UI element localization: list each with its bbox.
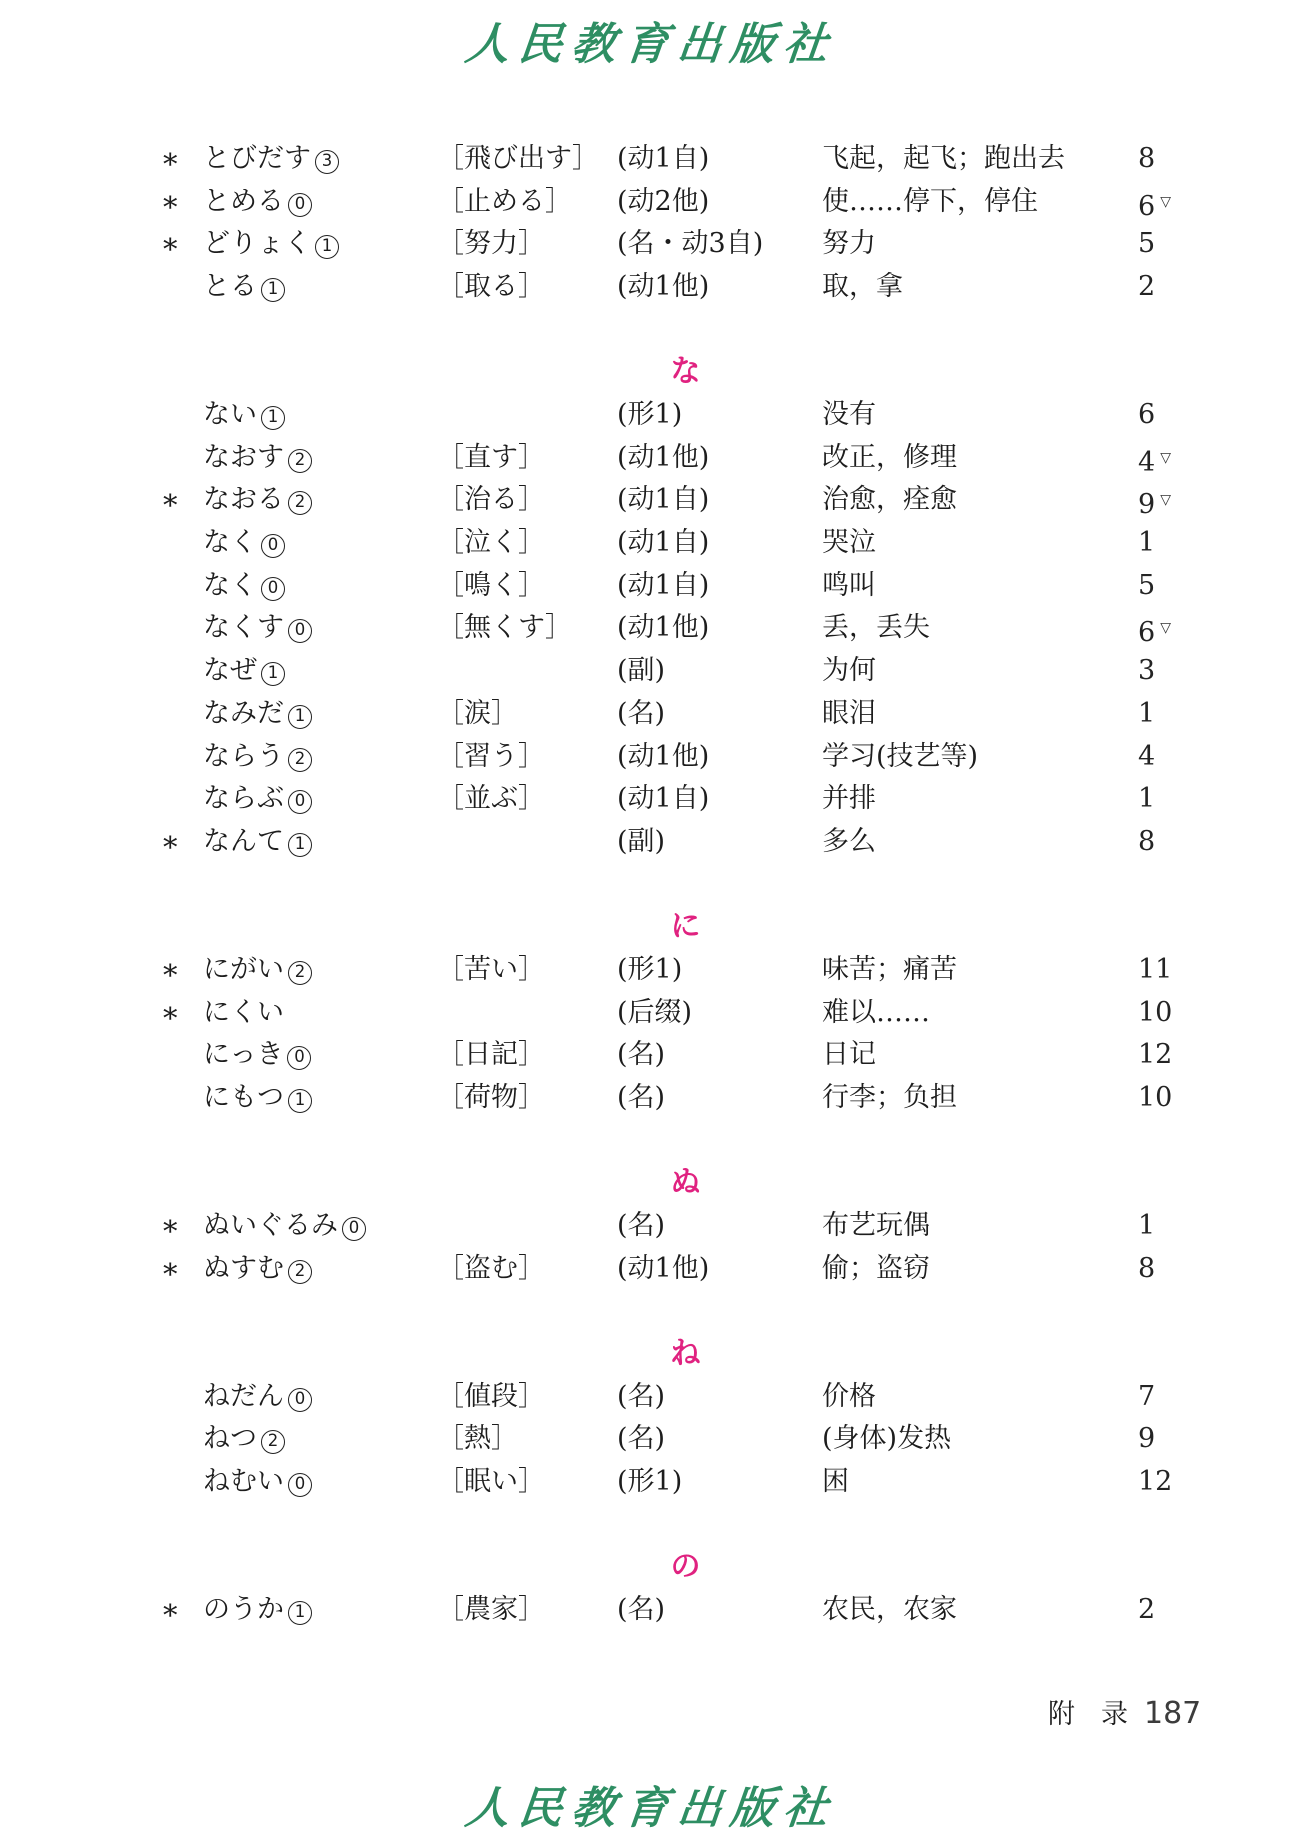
- page-footer: [1048, 1697, 1201, 1732]
- entry-meaning: 没有: [822, 399, 876, 431]
- entry-kanji: ［取る］: [437, 271, 545, 303]
- entry-meaning: 并排: [822, 783, 876, 815]
- entry-pos: (名): [617, 1209, 666, 1241]
- entry-accent-number: 0: [288, 790, 312, 814]
- entry-star-mark: *: [163, 189, 178, 224]
- entry-accent-number: 1: [261, 406, 285, 430]
- footer-page-number: 187: [1144, 1696, 1202, 1731]
- entry-accent-number: 0: [288, 193, 312, 217]
- entry-meaning: 治愈，痊愈: [822, 484, 957, 516]
- entry-pos: (名): [617, 1039, 666, 1071]
- entry-accent-number: 0: [287, 1046, 311, 1070]
- entry-kanji: ［治る］: [437, 484, 545, 516]
- entry-meaning: 哭泣: [822, 527, 876, 559]
- entry-word: とめる 0: [203, 181, 312, 224]
- entry-star-mark: *: [163, 1213, 178, 1248]
- entry-accent-number: 1: [261, 662, 285, 686]
- entry-meaning: 难以……: [822, 996, 930, 1028]
- entry-lesson-number: 10: [1138, 996, 1173, 1028]
- entry-pos: (动1自): [617, 143, 710, 174]
- entry-kanji: ［日記］: [437, 1039, 545, 1071]
- entry-kanji: ［苦い］: [437, 953, 545, 985]
- glossary-row: [0, 181, 1303, 224]
- glossary-row: [0, 1376, 1303, 1419]
- entry-kanji: ［止める］: [437, 185, 572, 217]
- entry-pos: (形1): [617, 1465, 683, 1497]
- entry-kanji: ［熱］: [437, 1423, 518, 1455]
- entry-meaning: 努力: [822, 228, 876, 260]
- glossary-row: [0, 607, 1303, 650]
- entry-pos: (动1自): [617, 569, 710, 601]
- entry-pos: (名): [617, 1081, 666, 1113]
- entry-accent-number: 0: [288, 619, 312, 643]
- entry-accent-number: 0: [288, 1388, 312, 1412]
- glossary-row: [0, 138, 1303, 181]
- glossary-row: [0, 1205, 1303, 1248]
- glossary-row: [0, 650, 1303, 693]
- publisher-logo-bottom: 人民教育出版社: [462, 1783, 840, 1834]
- glossary-row: [0, 394, 1303, 437]
- entry-meaning: (身体)发热: [822, 1423, 952, 1455]
- entry-kanji: ［盗む］: [437, 1252, 545, 1284]
- entry-lesson-number: 8: [1138, 1252, 1156, 1284]
- entry-word: ならう 2: [203, 736, 312, 779]
- entry-accent-number: 2: [288, 1260, 312, 1284]
- entry-word: ねつ 2: [203, 1418, 285, 1461]
- entry-accent-number: 0: [342, 1217, 366, 1241]
- glossary-row: [0, 821, 1303, 864]
- entry-lesson-number: 7: [1138, 1380, 1156, 1412]
- glossary-row: [0, 223, 1303, 266]
- entry-pos: (动1他): [617, 740, 710, 772]
- section-header-ぬ: ぬ: [670, 1165, 701, 1201]
- glossary-row: [0, 437, 1303, 480]
- entry-lesson-number: 9 ▽: [1138, 489, 1171, 521]
- lesson-triangle-icon: ▽: [1160, 193, 1171, 210]
- publisher-logo-top: 人民教育出版社: [462, 19, 840, 70]
- glossary-row: [0, 1418, 1303, 1461]
- entry-lesson-number: 1: [1138, 783, 1156, 815]
- lesson-triangle-icon: ▽: [1160, 492, 1171, 509]
- entry-word: なんて 1: [203, 821, 312, 864]
- entry-word: ならぶ 0: [203, 778, 312, 821]
- entry-lesson-number: 12: [1138, 1039, 1173, 1071]
- entry-meaning: 眼泪: [822, 697, 876, 729]
- entry-meaning: 味苦；痛苦: [822, 953, 957, 985]
- entry-accent-number: 2: [288, 748, 312, 772]
- entry-meaning: 丢，丢失: [822, 612, 930, 644]
- entry-word: にくい: [203, 996, 284, 1028]
- entry-word: なみだ 1: [203, 693, 312, 736]
- entry-pos: (名): [617, 1423, 666, 1455]
- entry-word: ねだん 0: [203, 1376, 312, 1419]
- footer-label-lu: 录: [1101, 1699, 1128, 1730]
- entry-pos: (形1): [617, 953, 683, 985]
- section-header-ね: ね: [670, 1335, 701, 1371]
- glossary-row: [0, 736, 1303, 779]
- entry-meaning: 多么: [822, 825, 876, 857]
- glossary-row: [0, 992, 1303, 1035]
- entry-lesson-number: 4 ▽: [1138, 446, 1171, 478]
- entry-kanji: ［直す］: [437, 441, 545, 473]
- entry-meaning: 取，拿: [822, 271, 903, 303]
- entry-word: にっき 0: [203, 1034, 311, 1077]
- entry-pos: (动1他): [617, 612, 710, 644]
- entry-kanji: ［眠い］: [437, 1465, 545, 1497]
- entry-pos: (名): [617, 1380, 666, 1412]
- entry-star-mark: *: [163, 488, 178, 523]
- entry-kanji: ［値段］: [437, 1380, 545, 1412]
- entry-pos: (形1): [617, 399, 683, 431]
- glossary-row: [0, 1034, 1303, 1077]
- entry-lesson-number: 6 ▽: [1138, 190, 1171, 222]
- entry-lesson-number: 3: [1138, 655, 1156, 687]
- entry-kanji: ［鳴く］: [437, 569, 545, 601]
- entry-word: ぬすむ 2: [203, 1248, 312, 1291]
- entry-word: とびだす 3: [203, 138, 339, 181]
- glossary-content: [0, 138, 1303, 1632]
- entry-kanji: ［無くす］: [437, 612, 572, 644]
- entry-meaning: 飞起，起飞；跑出去: [822, 143, 1065, 174]
- entry-word: なおる 2: [203, 479, 312, 522]
- section-header-に: に: [670, 909, 701, 945]
- entry-pos: (动1他): [617, 1252, 710, 1284]
- entry-kanji: ［農家］: [437, 1593, 545, 1625]
- entry-star-mark: *: [163, 147, 178, 181]
- glossary-row: [0, 565, 1303, 608]
- entry-word: なくす 0: [203, 607, 312, 650]
- entry-accent-number: 2: [288, 491, 312, 515]
- entry-lesson-number: 4: [1138, 740, 1156, 772]
- glossary-row: [0, 949, 1303, 992]
- entry-pos: (动1自): [617, 783, 710, 815]
- entry-lesson-number: 6 ▽: [1138, 617, 1171, 649]
- entry-kanji: ［涙］: [437, 697, 518, 729]
- footer-label-fu: 附: [1048, 1699, 1075, 1730]
- entry-lesson-number: 6: [1138, 399, 1156, 431]
- glossary-row: [0, 522, 1303, 565]
- entry-meaning: 农民，农家: [822, 1593, 957, 1625]
- entry-meaning: 改正，修理: [822, 441, 957, 473]
- lesson-triangle-icon: ▽: [1160, 620, 1171, 637]
- entry-lesson-number: 10: [1138, 1081, 1173, 1113]
- entry-accent-number: 2: [261, 1430, 285, 1454]
- entry-pos: (名・动3自): [617, 228, 764, 260]
- entry-accent-number: 0: [288, 1473, 312, 1497]
- entry-meaning: 为何: [822, 655, 876, 687]
- entry-kanji: ［努力］: [437, 228, 545, 260]
- entry-accent-number: 3: [315, 150, 339, 174]
- entry-word: ねむい 0: [203, 1461, 312, 1504]
- entry-kanji: ［荷物］: [437, 1081, 545, 1113]
- entry-lesson-number: 2: [1138, 1593, 1156, 1625]
- entry-word: なく 0: [203, 565, 285, 608]
- entry-word: どりょく 1: [203, 223, 339, 266]
- entry-pos: (名): [617, 697, 666, 729]
- entry-meaning: 鸣叫: [822, 569, 876, 601]
- section-header-の: の: [670, 1549, 701, 1585]
- entry-star-mark: *: [163, 957, 178, 992]
- entry-accent-number: 0: [261, 534, 285, 558]
- entry-lesson-number: 9: [1138, 1423, 1156, 1455]
- entry-pos: (动1他): [617, 441, 710, 473]
- entry-meaning: 学习(技艺等): [822, 740, 979, 772]
- entry-accent-number: 1: [261, 278, 285, 302]
- entry-kanji: ［飛び出す］: [437, 143, 599, 174]
- glossary-row: [0, 693, 1303, 736]
- entry-word: とる 1: [203, 266, 285, 309]
- section-header-な: な: [670, 354, 701, 390]
- entry-accent-number: 1: [315, 235, 339, 259]
- glossary-row: [0, 266, 1303, 309]
- entry-lesson-number: 8: [1138, 143, 1156, 174]
- entry-word: ぬいぐるみ 0: [203, 1205, 366, 1248]
- entry-star-mark: *: [163, 1000, 178, 1035]
- entry-lesson-number: 5: [1138, 569, 1156, 601]
- entry-word: なぜ 1: [203, 650, 285, 693]
- entry-lesson-number: 8: [1138, 825, 1156, 857]
- entry-pos: (动1自): [617, 484, 710, 516]
- entry-meaning: 日记: [822, 1039, 876, 1071]
- entry-accent-number: 2: [288, 449, 312, 473]
- entry-accent-number: 1: [288, 1601, 312, 1625]
- entry-pos: (动1他): [617, 271, 710, 303]
- glossary-row: [0, 1461, 1303, 1504]
- entry-star-mark: *: [163, 1256, 178, 1291]
- glossary-row: [0, 1077, 1303, 1120]
- entry-meaning: 使……停下，停住: [822, 185, 1038, 217]
- entry-pos: (副): [617, 825, 666, 857]
- entry-star-mark: *: [163, 829, 178, 864]
- glossary-row: [0, 1248, 1303, 1291]
- entry-kanji: ［習う］: [437, 740, 545, 772]
- entry-lesson-number: 1: [1138, 527, 1156, 559]
- entry-accent-number: 0: [261, 577, 285, 601]
- entry-kanji: ［並ぶ］: [437, 783, 545, 815]
- entry-kanji: ［泣く］: [437, 527, 545, 559]
- entry-pos: (名): [617, 1593, 666, 1625]
- entry-lesson-number: 12: [1138, 1465, 1173, 1497]
- entry-star-mark: *: [163, 1597, 178, 1632]
- glossary-row: [0, 1589, 1303, 1632]
- entry-pos: (动2他): [617, 185, 710, 217]
- entry-accent-number: 1: [288, 833, 312, 857]
- entry-lesson-number: 2: [1138, 271, 1156, 303]
- entry-meaning: 布艺玩偶: [822, 1209, 930, 1241]
- entry-lesson-number: 11: [1138, 953, 1173, 985]
- entry-accent-number: 1: [288, 1089, 312, 1113]
- entry-meaning: 困: [822, 1465, 849, 1497]
- entry-word: なおす 2: [203, 437, 312, 480]
- entry-pos: (动1自): [617, 527, 710, 559]
- glossary-row: [0, 778, 1303, 821]
- entry-word: のうか 1: [203, 1589, 312, 1632]
- entry-star-mark: *: [163, 232, 178, 267]
- lesson-triangle-icon: ▽: [1160, 449, 1171, 466]
- entry-accent-number: 1: [288, 705, 312, 729]
- entry-word: ない 1: [203, 394, 285, 437]
- entry-meaning: 价格: [822, 1380, 876, 1412]
- entry-pos: (后缀): [617, 996, 693, 1028]
- entry-lesson-number: 1: [1138, 1209, 1156, 1241]
- entry-lesson-number: 1: [1138, 697, 1156, 729]
- entry-accent-number: 2: [288, 961, 312, 985]
- entry-word: にもつ 1: [203, 1077, 312, 1120]
- entry-pos: (副): [617, 655, 666, 687]
- entry-word: なく 0: [203, 522, 285, 565]
- entry-lesson-number: 5: [1138, 228, 1156, 260]
- glossary-row: [0, 479, 1303, 522]
- entry-meaning: 行李；负担: [822, 1081, 957, 1113]
- entry-word: にがい 2: [203, 949, 312, 992]
- entry-meaning: 偷；盗窃: [822, 1252, 930, 1284]
